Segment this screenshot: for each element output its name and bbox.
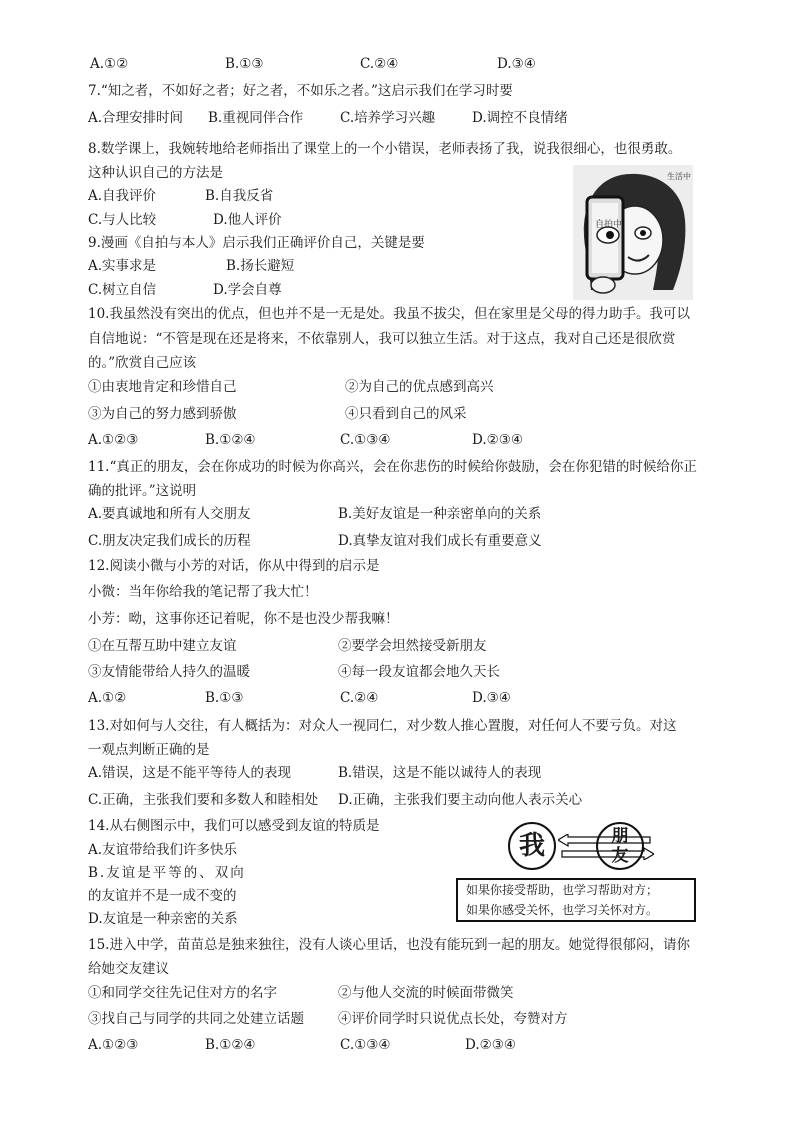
label-real-life: 生活中 [667, 172, 691, 181]
q10-statement-3: ③为自己的努力感到骄傲 [88, 406, 237, 422]
q13-option-b: B.错误，这是不能以诚待人的表现 [338, 765, 542, 781]
q12-statement-4: ④每一段友谊都会地久天长 [338, 664, 500, 680]
q12-option-b: B.①③ [205, 690, 244, 706]
q14-option-d: D.友谊是一种亲密的关系 [88, 911, 238, 927]
q11-stem-line1: 11.“真正的朋友，会在你成功的时候为你高兴，会在你悲伤的时候给你鼓励，会在你犯错的时候给你正 [88, 459, 697, 475]
q12-dialogue-xiaowei: 小微：当年你给我的笔记帮了我大忙！ [88, 584, 318, 600]
friendship-diagram [450, 820, 698, 926]
q12-option-a: A.①② [88, 690, 127, 706]
q13-stem-line2: 一观点判断正确的是 [88, 742, 210, 758]
q7-option-d: D.调控不良情绪 [472, 110, 568, 126]
q8-stem-line2: 这种认识自己的方法是 [88, 165, 223, 181]
q13-stem-line1: 13.对如何与人交往，有人概括为：对众人一视同仁，对少数人推心置腹，对任何人不要亏负。对这 [88, 718, 677, 734]
reciprocity-line-2: 如果你感受关怀，也学习关怀对方。 [466, 903, 659, 917]
q13-option-c: C.正确，主张我们要和多数人和睦相处 [88, 792, 319, 808]
q15-stem-line1: 15.进入中学，苗苗总是独来独往，没有人谈心里话，也没有能玩到一起的朋友。她觉得很郁闷，请你 [88, 937, 690, 953]
friend-label-1: 朋 [611, 826, 629, 846]
q8-option-d: D.他人评价 [213, 212, 282, 228]
label-selfie: 自拍中 [595, 220, 623, 230]
q7-stem: 7.“知之者，不如好之者；好之者，不如乐之者。”这启示我们在学习时要 [88, 83, 513, 99]
q6-option-b: B.①③ [225, 56, 264, 72]
selfie-cartoon-figure [573, 165, 693, 300]
q12-option-d: D.③④ [472, 690, 511, 706]
q14-option-a: A.友谊带给我们许多快乐 [88, 842, 238, 858]
q6-option-c: C.②④ [360, 56, 399, 72]
selfie-cartoon-illustration [573, 165, 693, 300]
q15-option-d: D.②③④ [465, 1037, 516, 1053]
q10-option-b: B.①②④ [205, 432, 256, 448]
q15-statement-2: ②与他人交流的时候面带微笑 [338, 985, 514, 1001]
q6-option-d: D.③④ [497, 56, 536, 72]
q11-option-a: A.要真诚地和所有人交朋友 [88, 506, 251, 522]
q13-option-d: D.正确，主张我们要主动向他人表示关心 [338, 792, 583, 808]
q11-stem-line2: 确的批评。”这说明 [88, 483, 197, 499]
q8-option-a: A.自我评价 [88, 188, 157, 204]
q10-stem-line3: 的。”欣赏自己应该 [88, 355, 197, 371]
q12-statement-1: ①在互帮互助中建立友谊 [88, 638, 237, 654]
q10-stem-line1: 10.我虽然没有突出的优点，但也并不是一无是处。我虽不拔尖，但在家里是父母的得力助手。我可以 [88, 306, 690, 322]
friend-label-2: 友 [611, 846, 629, 866]
q14-stem: 14.从右侧图示中，我们可以感受到友谊的特质是 [88, 818, 380, 834]
q7-option-a: A.合理安排时间 [88, 110, 184, 126]
q15-option-a: A.①②③ [88, 1037, 139, 1053]
q9-option-d: D.学会自尊 [213, 282, 282, 298]
q9-option-c: C.树立自信 [88, 282, 157, 298]
q15-statement-4: ④评价同学时只说优点长处，夸赞对方 [338, 1011, 568, 1027]
q10-option-a: A.①②③ [88, 432, 139, 448]
reciprocity-line-1: 如果你接受帮助，也学习帮助对方； [466, 883, 659, 897]
q12-statement-3: ③友情能带给人持久的温暖 [88, 664, 250, 680]
q10-stem-line2: 自信地说：“不管是现在还是将来，不依靠别人，我可以独立生活。对于这点，我对自己还是很欣赏 [88, 331, 676, 347]
q10-statement-1: ①由衷地肯定和珍惜自己 [88, 379, 237, 395]
me-label: 我 [518, 831, 545, 861]
q10-statement-4: ④只看到自己的风采 [345, 406, 467, 422]
friend-circle [596, 822, 644, 870]
me-circle [508, 822, 556, 870]
q12-stem: 12.阅读小微与小芳的对话，你从中得到的启示是 [88, 558, 380, 574]
q9-stem: 9.漫画《自拍与本人》启示我们正确评价自己，关键是要 [88, 235, 425, 251]
q7-option-c: C.培养学习兴趣 [340, 110, 436, 126]
q9-option-b: B.扬长避短 [226, 258, 295, 274]
q14-option-c: 的友谊并不是一成不变的 [88, 888, 237, 904]
q15-option-b: B.①②④ [205, 1037, 256, 1053]
q10-statement-2: ②为自己的优点感到高兴 [345, 379, 494, 395]
q11-option-d: D.真挚友谊对我们成长有重要意义 [338, 533, 542, 549]
q10-option-c: C.①③④ [340, 432, 391, 448]
q15-statement-3: ③找自己与同学的共同之处建立话题 [88, 1011, 304, 1027]
q15-option-c: C.①③④ [340, 1037, 391, 1053]
q7-option-b: B.重视同伴合作 [208, 110, 304, 126]
reciprocity-text-box [456, 878, 696, 922]
q6-option-a: A.①② [90, 56, 129, 72]
q15-statement-1: ①和同学交往先记住对方的名字 [88, 985, 277, 1001]
q12-dialogue-xiaofang: 小芳：呦，这事你还记着呢，你不是也没少帮我嘛！ [88, 611, 399, 627]
q12-option-c: C.②④ [340, 690, 379, 706]
q8-stem-line1: 8.数学课上，我婉转地给老师指出了课堂上的一个小错误，老师表扬了我，说我很细心，也很勇敢。 [88, 141, 682, 157]
q8-option-c: C.与人比较 [88, 212, 157, 228]
q14-option-b: B.友谊是平等的、双向 [88, 865, 246, 881]
q9-option-a: A.实事求是 [88, 258, 157, 274]
q13-option-a: A.错误，这是不能平等待人的表现 [88, 765, 292, 781]
q11-option-b: B.美好友谊是一种亲密单向的关系 [338, 506, 542, 522]
q15-stem-line2: 给她交友建议 [88, 961, 169, 977]
q12-statement-2: ②要学会坦然接受新朋友 [338, 638, 487, 654]
q11-option-c: C.朋友决定我们成长的历程 [88, 533, 251, 549]
q8-option-b: B.自我反省 [205, 188, 274, 204]
q10-option-d: D.②③④ [472, 432, 523, 448]
